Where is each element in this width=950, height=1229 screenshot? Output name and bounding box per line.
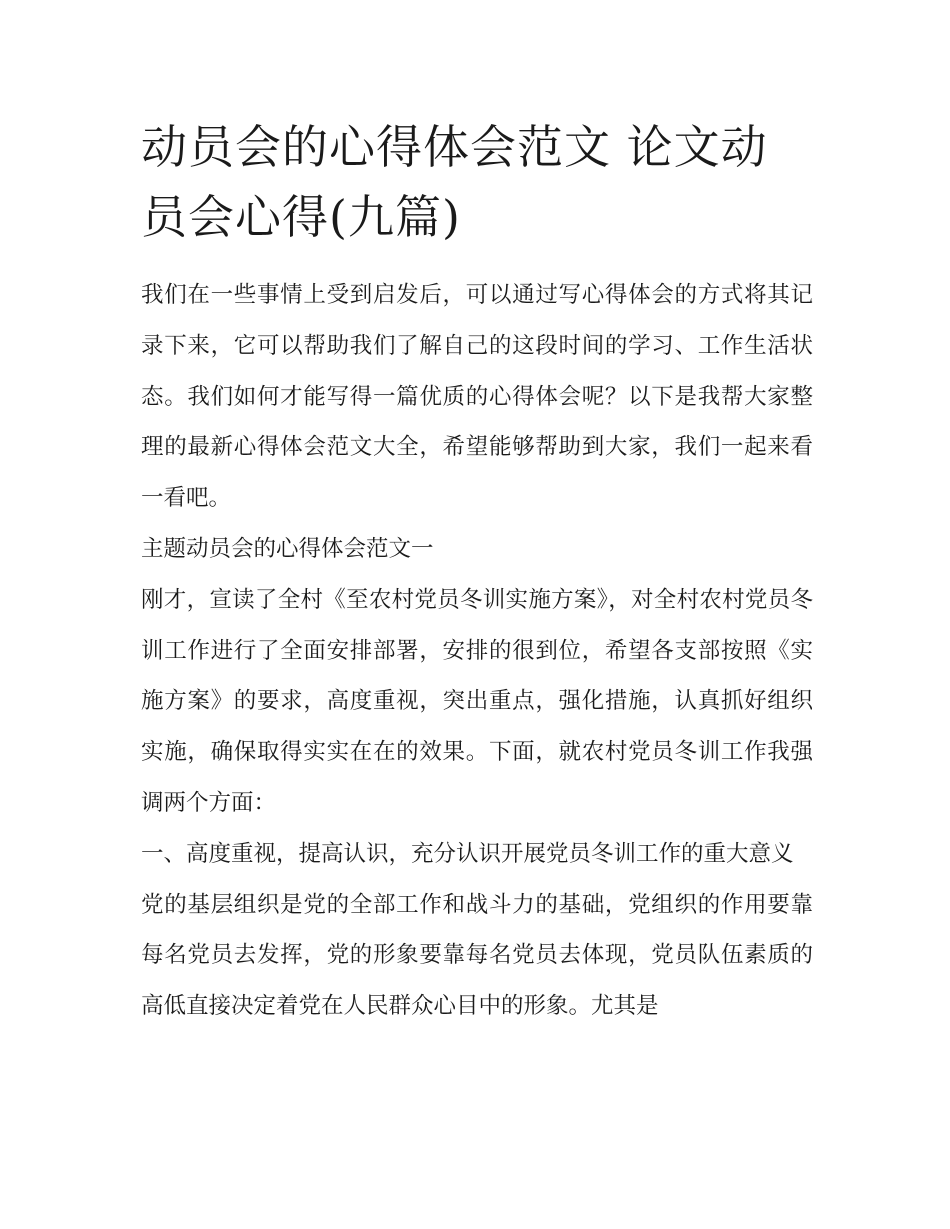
document-page [141, 112, 813, 1032]
paragraph-party-organization: 党的基层组织是党的全部工作和战斗力的基础，党组织的作用要靠每名党员去发挥，党的形象要靠每名党员去体现，党员队伍素质的高低直接决定着党在人民群众心目中的形象。尤其是 [141, 891, 813, 1020]
section-heading-one: 主题动员会的心得体会范文一 [141, 535, 434, 562]
subheading-one: 一、高度重视，提高认识，充分认识开展党员冬训工作的重大意义 [141, 840, 794, 867]
paragraph-intro: 我们在一些事情上受到启发后，可以通过写心得体会的方式将其记录下来，它可以帮助我们了解自己的这段时间的学习、工作生活状态。我们如何才能写得一篇优质的心得体会呢？以下是我帮大家整理的最新心得体会范文大全，希望能够帮助到大家，我们一起来看一看吧。 [141, 282, 813, 512]
document-title: 动员会的心得体会范文 论文动员会心得(九篇) [141, 120, 768, 244]
paragraph-speech: 刚才，宣读了全村《至农村党员冬训实施方案》，对全村农村党员冬训工作进行了全面安排部署，安排的很到位，希望各支部按照《实施方案》的要求，高度重视，突出重点，强化措施，认真抓好组织实施，确保取得实实在在的效果。下面，就农村党员冬训工作我强调两个方面： [141, 586, 813, 816]
